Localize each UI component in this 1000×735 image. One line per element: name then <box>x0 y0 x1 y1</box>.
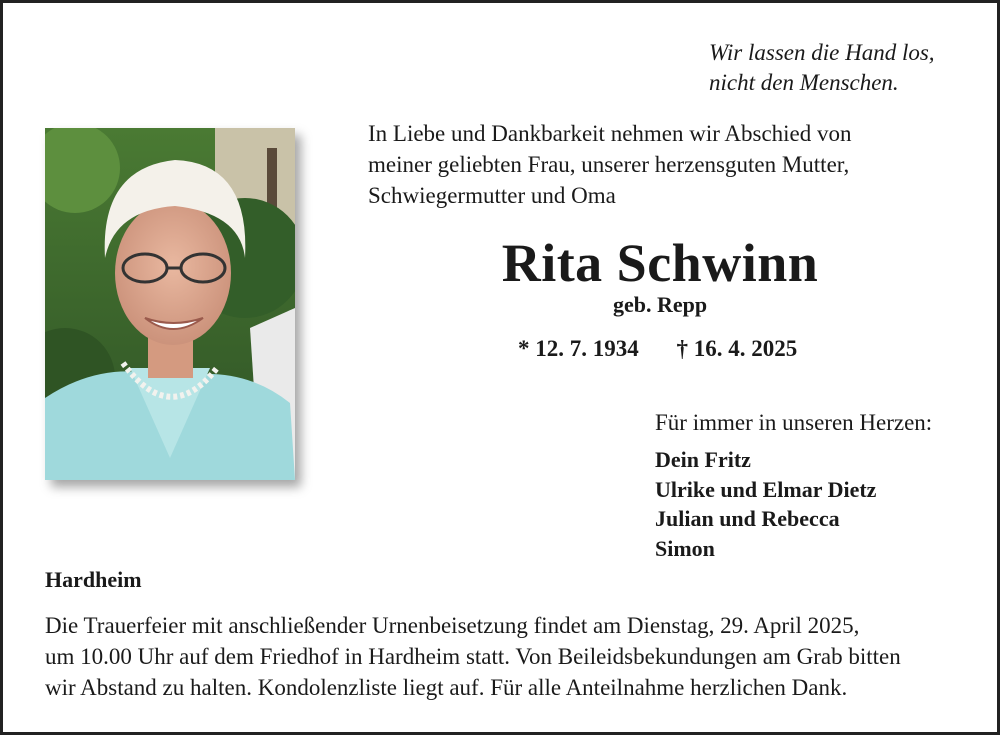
maiden-name: geb. Repp <box>612 292 708 317</box>
portrait-illustration <box>45 128 295 480</box>
mourners-list <box>655 445 876 563</box>
ceremony-line: um 10.00 Uhr auf dem Friedhof in Hardheim statt. Von Beileidsbekundungen am Grab bitten <box>45 644 901 669</box>
quote <box>709 38 954 98</box>
place-name: Hardheim <box>45 567 142 592</box>
death-date: † 16. 4. 2025 <box>676 336 798 361</box>
forever-text: Für immer in unseren Herzen: <box>655 410 933 435</box>
ceremony-line: wir Abstand zu halten. Kondolenzliste liegt auf. Für alle Anteilnahme herzlichen Dank. <box>45 675 848 700</box>
intro-line: meiner geliebten Frau, unserer herzensguten Mutter, <box>368 152 850 177</box>
ceremony-text <box>45 610 965 703</box>
birth-date: * 12. 7. 1934 <box>518 336 639 361</box>
intro-text <box>368 118 928 211</box>
ceremony-line: Die Trauerfeier mit anschließender Urnenbeisetzung findet am Dienstag, 29. April 2025, <box>45 613 860 638</box>
life-dates <box>518 334 797 364</box>
mourner: Julian und Rebecca <box>655 506 840 531</box>
mourner: Dein Fritz <box>655 447 751 472</box>
quote-line: nicht den Menschen. <box>709 70 899 95</box>
deceased-name: Rita Schwinn <box>501 233 819 293</box>
mourner: Simon <box>655 535 715 561</box>
mourner: Ulrike und Elmar Dietz <box>655 476 877 502</box>
intro-line: In Liebe und Dankbarkeit nehmen wir Abschied von <box>368 121 852 146</box>
portrait-photo <box>45 128 295 480</box>
intro-line: Schwiegermutter und Oma <box>368 183 616 208</box>
quote-line: Wir lassen die Hand los, <box>709 40 935 65</box>
